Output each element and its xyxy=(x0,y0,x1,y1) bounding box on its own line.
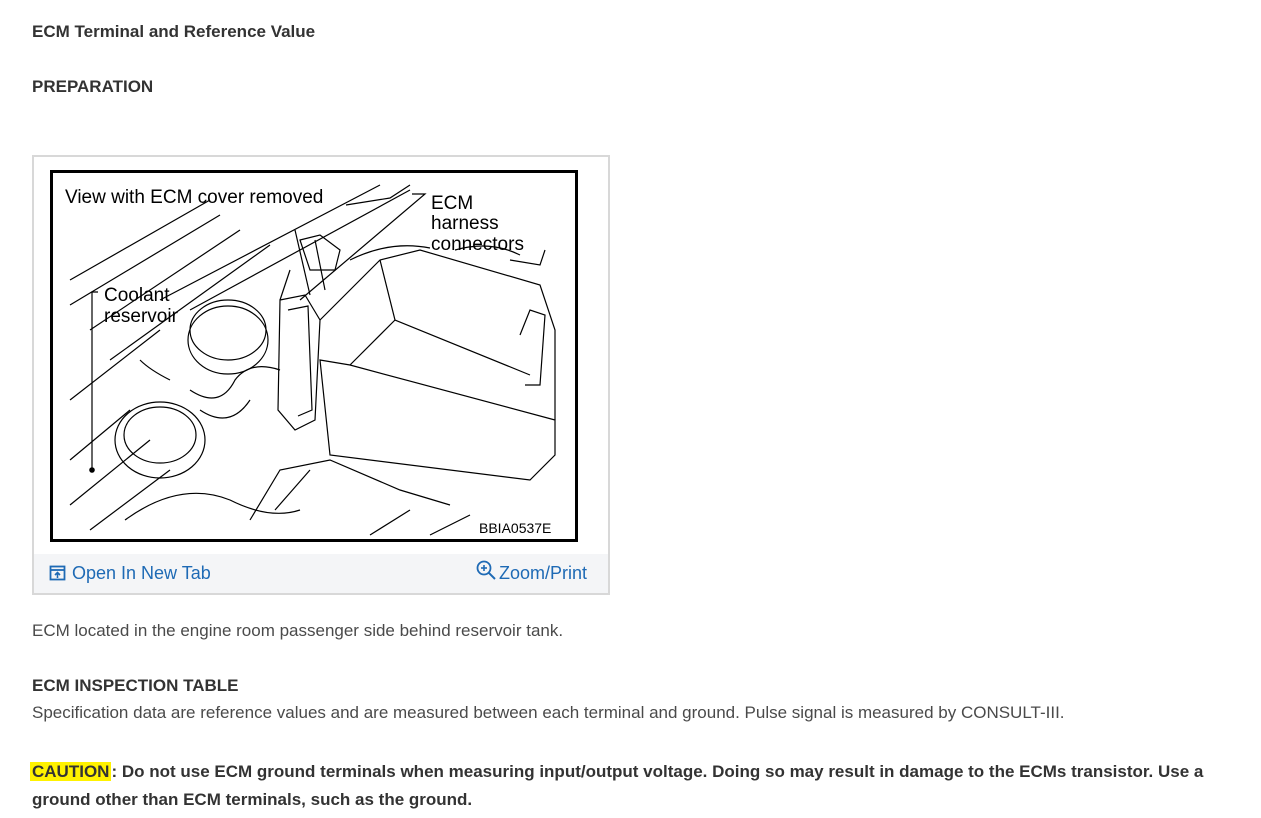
location-text: ECM located in the engine room passenger side behind reservoir tank. xyxy=(32,621,564,640)
caution-label: CAUTION xyxy=(32,762,110,781)
callout-ecm-line2: harness xyxy=(431,213,499,234)
section-heading-inspection: ECM INSPECTION TABLE xyxy=(32,676,239,695)
section-heading-preparation: PREPARATION xyxy=(32,77,154,96)
ecm-location-illustration[interactable] xyxy=(50,170,578,542)
callout-view: View with ECM cover removed xyxy=(65,187,324,208)
caution-text: : Do not use ECM ground terminals when measuring input/output voltage. Doing so may result in damage to the ECMs transistor. Use a ground other than ECM terminals, such as the ground. xyxy=(32,762,1204,809)
open-new-tab-icon xyxy=(49,565,66,582)
page-title: ECM Terminal and Reference Value xyxy=(32,22,316,41)
open-in-new-tab-label: Open In New Tab xyxy=(72,563,211,583)
callout-ecm-line3: connectors xyxy=(431,234,524,255)
figure-code: BBIA0537E xyxy=(479,520,552,536)
callout-coolant-line1: Coolant xyxy=(104,285,170,306)
callout-ecm-line1: ECM xyxy=(431,193,474,214)
zoom-print-link[interactable] xyxy=(475,556,587,584)
callout-coolant-line2: reservoir xyxy=(104,306,178,327)
zoom-print-label: Zoom/Print xyxy=(499,563,588,583)
figure-card xyxy=(32,155,610,595)
open-in-new-tab-link[interactable] xyxy=(49,563,211,584)
figure-toolbar xyxy=(34,554,608,593)
spec-text: Specification data are reference values and are measured between each terminal and ground. Pulse signal is measured by CONSULT-III. xyxy=(32,703,1065,722)
caution-paragraph xyxy=(32,758,1242,814)
zoom-in-icon xyxy=(475,559,497,581)
